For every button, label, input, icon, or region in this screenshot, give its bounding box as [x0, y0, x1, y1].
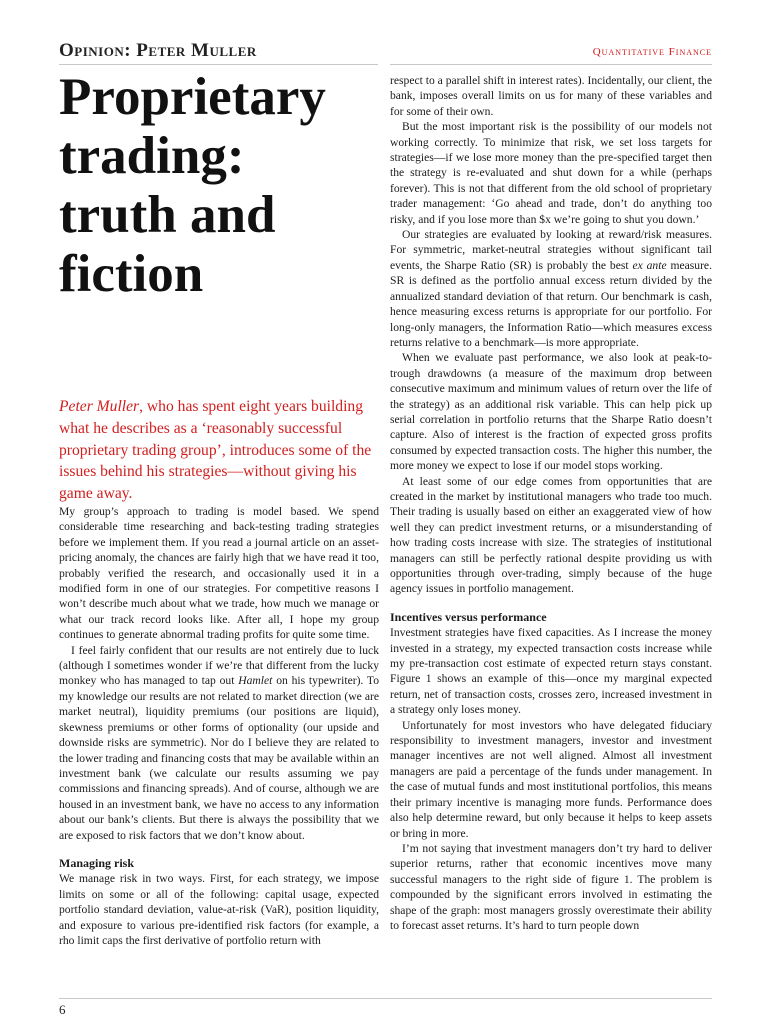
paragraph: Unfortunately for most investors who have delegated fiduciary responsibility to investment managers, investor and investment manager incentives are not well aligned. Almost all investment managers are paid a percentage of the funds under management. In the case of mutual funds and most institutional portfolios, this means their primary incentive is managing more funds. Performance does also help determine reward, but only because it helps to keep assets or bring in more. — [390, 718, 712, 840]
paragraph: At least some of our edge comes from opportunities that are created in the market by institutional managers who trade too much. Their trading is usually based on either an exaggerated view of how well they can predict investment returns, or a misunderstanding of how trading costs increase with size. The strategies of institutional managers can still be perfectly rational despite providing us with opportunities through over-trading, simply because of the huge agency issues in portfolio management. — [390, 474, 712, 596]
section-heading-managing-risk: Managing risk — [59, 855, 135, 870]
page-number: 6 — [59, 1002, 66, 1017]
paragraph-text: measure. SR is defined as the portfolio annual excess return divided by the annualized standard deviation of that return. Our benchmark is cash, hence measuring excess returns is appropriate for our portfolio. For long-only managers, the Information Ratio—which measures excess returns relative to a benchmark—is more appropriate. — [390, 258, 712, 349]
paragraph: Investment strategies have fixed capacities. As I increase the money invested in a strategy, my expected transaction costs increase while my pre-transaction cost estimate of expected return stays constant. Figure 1 shows an example of this—once my marginal expected return, net of transaction costs, crosses zero, increased investment in a strategy only loses money. — [390, 626, 712, 717]
title-line: Proprietary — [59, 68, 326, 126]
standfirst-author: Peter Muller — [59, 398, 140, 415]
title-line: trading: — [59, 127, 245, 185]
section-header: Opinion: Peter Muller — [59, 40, 257, 61]
paragraph: When we evaluate past performance, we also look at peak-to-trough drawdowns (a measure of the maximum drop between consecutive maximum and minimum values of return over the life of the strategy) as an additional risk variable. This can help pick up serial correlation in portfolio returns that the Sharpe Ratio doesn’t capture. Also of interest is the fraction of expected gross profits consumed by expected transaction costs. The higher this number, the more money we expect to lose if our model stops working. — [390, 351, 712, 473]
paragraph — [59, 643, 379, 843]
hamlet-italic: Hamlet — [238, 674, 273, 688]
paragraph: I’m not saying that investment managers don’t try hard to deliver superior returns, rather that economic incentives move many successful managers to the right side of figure 1. The problem is compounded by the significant errors involved in estimating the shape of the graph: most managers grossly overestimate their ability to forecast asset returns. It’s hard to turn people down — [390, 841, 712, 932]
footer-rule — [59, 998, 712, 999]
paragraph: We manage risk in two ways. First, for each strategy, we impose limits on some or all of the following: capital usage, expected portfolio standard deviation, value-at-risk (VaR), position liquidity, and exposure to various pre-identified risk factors (for example, a rho limit caps the first derivative of portfolio return with — [59, 872, 379, 947]
paragraph — [390, 227, 712, 350]
title-line: truth and — [59, 186, 276, 244]
ex-ante-italic: ex ante — [632, 258, 667, 272]
article-title — [59, 68, 379, 304]
header-rule-left — [59, 64, 378, 65]
left-column — [59, 504, 379, 948]
paragraph-text: I feel fairly confident that our results are not entirely due to luck (although I sometimes wonder if we’re that different from the lucky monkey who has managed to tap out — [59, 643, 379, 688]
section-heading-incentives: Incentives versus performance — [390, 609, 547, 624]
paragraph: respect to a parallel shift in interest rates). Incidentally, our client, the bank, imposes overall limits on us for many of these variables and for some of their own. — [390, 74, 712, 118]
paragraph-text: on his typewriter). To my knowledge our results are not related to market direction (we are market neutral), liquidity premiums (our positions are liquid), skewness premiums or other forms of optionality (our upside and downside risks are symmetric). Nor do I believe they are related to the lower trading and financing costs that may be available within an investment bank (we calculate our results assuming we pay commissions and financing spreads). And of course, although we are housed in an investment bank, we have no access to any information about our bank’s clients. But there is always the possibility that we are exposed to risk factors that we don’t know about. — [59, 674, 379, 842]
right-column — [390, 73, 712, 933]
standfirst-text: , who has spent eight years building what he describes as a ‘reasonably successful proprietary trading group’, introduces some of the issues behind his strategies—without giving his game away. — [59, 398, 372, 503]
journal-name: Quantitative Finance — [592, 46, 712, 58]
header-rule-right — [390, 64, 712, 65]
paragraph-text: Our strategies are evaluated by looking at reward/risk measures. For symmetric, market-neutral strategies without significant tail events, the Sharpe Ratio (SR) is probably the best — [390, 228, 712, 272]
paragraph: But the most important risk is the possibility of our models not working correctly. To minimize that risk, we set loss targets for strategies—if we lose more money than the pre-specified target then the strategy is re-evaluated and shut down for a while (perhaps forever). This is not that different from the old school of proprietary trader management: ‘Go ahead and trade, don’t do anything too risky, and if you lose more than $x we’re going to shut you down.’ — [390, 120, 712, 226]
title-line: fiction — [59, 245, 204, 303]
paragraph: My group’s approach to trading is model based. We spend considerable time researching and back-testing trading strategies before we implement them. If you read a journal article on an asset-pricing anomaly, the chances are fairly high that we have read it too, probably verified the research, and occasionally used it in a modified form in one of our strategies. For competitive reasons I won’t describe much about what we trade, how much we manage or what our track record looks like. After all, I hope my group continues to generate abnormal trading profits for quite some time. — [59, 505, 379, 642]
standfirst — [59, 396, 377, 505]
